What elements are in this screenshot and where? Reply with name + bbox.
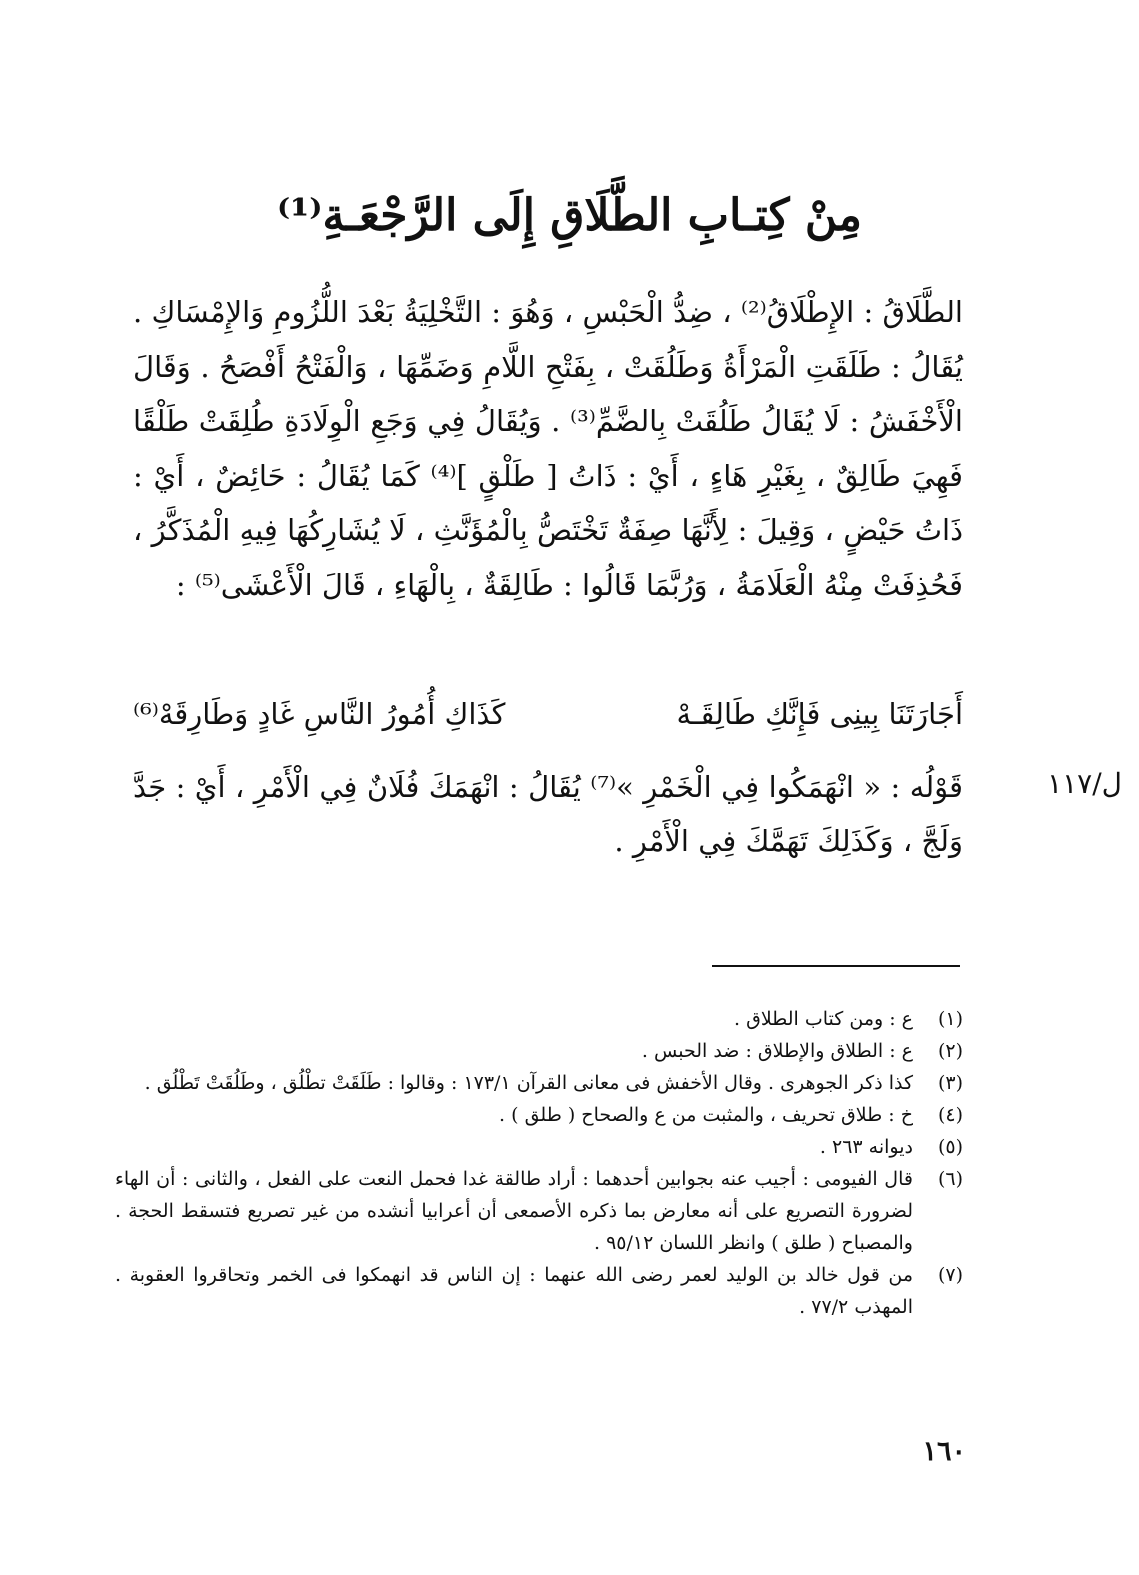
footnote <box>115 1259 963 1323</box>
footnote-number: (٧) <box>937 1264 963 1286</box>
poetry-verse <box>133 692 963 736</box>
footnote-number: (٥) <box>937 1136 963 1158</box>
footnote-separator <box>712 965 960 967</box>
main-paragraph: الطَّلَاقُ : الإِطْلَاقُ⁽²⁾ ، ضِدُّ الْحَبْسِ ، وَهُوَ : التَّخْلِيَةُ بَعْدَ اللُّزُومِ وَالإِمْسَاكِ . يُقَالُ : طَلَقَتِ الْمَرْأَةُ وَطَلُقَتْ ، بِفَتْحِ اللَّامِ وَضَمِّهَا ، وَالْفَتْحُ أَفْصَحُ . وَقَالَ الْأَخْفَشُ : لَا يُقَالُ طَلُقَتْ بِالضَّمِّ⁽³⁾ . وَيُقَالُ فِي وَجَعِ الْوِلَادَةِ طُلِقَتْ طَلْقًا فَهِيَ طَالِقٌ ، بِغَيْرِ هَاءٍ ، أَيْ : ذَاتُ [ طَلْقٍ ]⁽⁴⁾ كَمَا يُقَالُ : حَائِضٌ ، أَيْ : ذَاتُ حَيْضٍ ، وَقِيلَ : لِأَنَّهَا صِفَةٌ تَخْتَصُّ بِالْمُؤَنَّثِ ، لَا يُشَارِكُهَا فِيهِ الْمُذَكَّرُ ، فَحُذِفَتْ مِنْهُ الْعَلَامَةُ ، وَرُبَّمَا قَالُوا : طَالِقَةٌ ، بِالْهَاءِ ، قَالَ الْأَعْشَى⁽⁵⁾ : <box>133 295 963 602</box>
footnote <box>115 1163 963 1259</box>
footnote-text: خ : طلاق تحريف ، والمثبت من ع والصحاح ( طلق ) . <box>499 1104 913 1126</box>
footnote-number: (٢) <box>937 1040 963 1062</box>
footnote-number: (٤) <box>937 1104 963 1126</box>
footnote-text: ع : ومن كتاب الطلاق . <box>734 1008 913 1030</box>
footnote-number: (١) <box>937 1008 963 1030</box>
verse-second-hemistich: كَذَاكِ أُمُورُ النَّاسِ غَادٍ وَطَارِقَهْ⁽⁶⁾ <box>133 697 506 731</box>
footnote-text: كذا ذكر الجوهرى . وقال الأخفش فى معانى القرآن ١٧٣/١ : وقالوا : طَلَقَتْ تطْلُق ، وطَلُقَتْ تَطْلُق . <box>144 1072 913 1094</box>
footnote-number: (٣) <box>937 1072 963 1094</box>
footnote <box>115 1131 963 1163</box>
footnote <box>115 1035 963 1067</box>
footnote-text: من قول خالد بن الوليد لعمر رضى الله عنهما : إن الناس قد انهمكوا فى الخمر وتحاقروا العقوبة . المهذب ٧٧/٢ . <box>115 1264 913 1318</box>
page-number: ١٦٠ <box>922 1436 966 1467</box>
footnote-text: قال الفيومى : أجيب عنه بجوابين أحدهما : أراد طالقة غدا فحمل النعت على الفعل ، والثانى : أن الهاء لضرورة التصريع على أنه معارض بما ذكره الأصمعى أن أعرابيا أنشده من غير تصريع فتسقط الحجة . والمصباح ( طلق ) وانظر اللسان ٩٥/١٢ . <box>115 1168 913 1254</box>
footnotes-list <box>115 1003 963 1323</box>
footnote <box>115 1003 963 1035</box>
footnote <box>115 1099 963 1131</box>
footnote-text: ديوانه ٢٦٣ . <box>819 1136 913 1158</box>
manuscript-margin-reference: ل/١١٧ <box>1047 767 1122 800</box>
second-paragraph: قَوْلُه : « انْهَمَكُوا فِي الْخَمْرِ »⁽⁷⁾ يُقَالُ : انْهَمَكَ فُلَانٌ فِي الْأَمْرِ ، أَيْ : جَدَّ وَلَجَّ ، وَكَذَلِكَ تَهَمَّكَ فِي الْأَمْرِ . <box>133 770 963 858</box>
verse-first-hemistich: أَجَارَتَنَا بِينِى فَإِنَّكِ طَالِقَـهْ <box>676 697 963 731</box>
chapter-title: مِنْ كِتـابِ الطَّلَاقِ إِلَى الرَّجْعَـةِ⁽¹⁾ <box>276 190 862 241</box>
footnote-number: (٦) <box>937 1168 963 1190</box>
footnote-text: ع : الطلاق والإطلاق : ضد الحبس . <box>641 1040 913 1062</box>
footnote <box>115 1067 963 1099</box>
